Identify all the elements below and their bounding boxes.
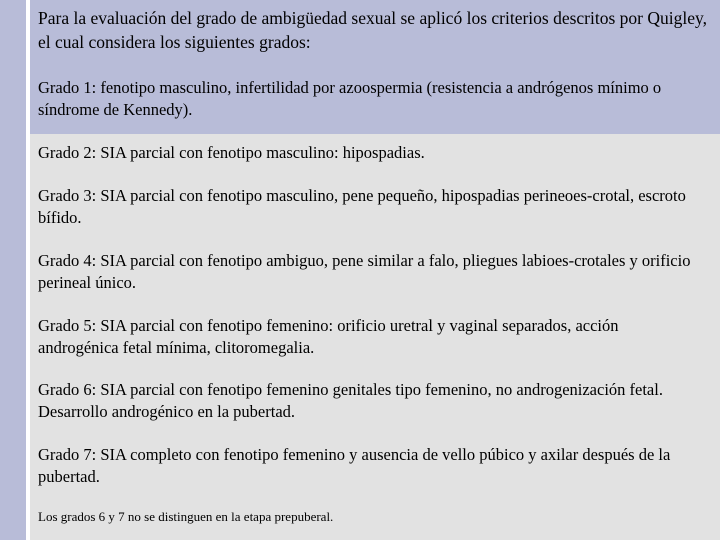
footnote: Los grados 6 y 7 no se distinguen en la etapa prepuberal.	[38, 509, 334, 524]
intro-paragraph: Para la evaluación del grado de ambigüedad sexual se aplicó los criterios descritos por Quigley, el cual considera los siguientes grados:	[38, 8, 707, 52]
grade-4-text: : SIA parcial con fenotipo ambiguo, pene similar a falo, pliegues labioes-crotales y orificio perineal único.	[38, 251, 691, 292]
grade-4-item	[38, 250, 703, 294]
grade-7-text: : SIA completo con fenotipo femenino y ausencia de vello púbico y axilar después de la pubertad.	[38, 445, 671, 486]
grade-5-text: : SIA parcial con fenotipo femenino: orificio uretral y vaginal separados, acción androgénica fetal mínima, clitoromegalia.	[38, 316, 619, 357]
grade-7-label: Grado 7	[38, 445, 92, 464]
grade-5-item	[38, 315, 703, 359]
grade-7-item	[38, 444, 703, 488]
grade-1-text: : fenotipo masculino, infertilidad por azoospermia (resistencia a andrógenos mínimo o síndrome de Kennedy).	[38, 78, 662, 119]
grade-6-label: Grado 6	[38, 380, 92, 399]
grade-3-item	[38, 185, 703, 229]
grade-6-item	[38, 379, 703, 423]
grade-1-item	[38, 77, 708, 121]
grade-1-label: Grado 1	[38, 78, 92, 97]
grade-4-label: Grado 4	[38, 251, 92, 270]
grade-3-text: : SIA parcial con fenotipo masculino, pene pequeño, hipospadias perineoes-crotal, escroto bífido.	[38, 186, 686, 227]
grade-5-label: Grado 5	[38, 316, 92, 335]
grade-2-text: : SIA parcial con fenotipo masculino: hipospadias.	[91, 143, 425, 162]
grade-2-label: Grado 2	[38, 143, 92, 162]
grade-6-text: : SIA parcial con fenotipo femenino genitales tipo femenino, no androgenización fetal. Desarrollo androgénico en la pubertad.	[38, 380, 663, 421]
grade-2-item	[38, 142, 703, 164]
grade-3-label: Grado 3	[38, 186, 92, 205]
